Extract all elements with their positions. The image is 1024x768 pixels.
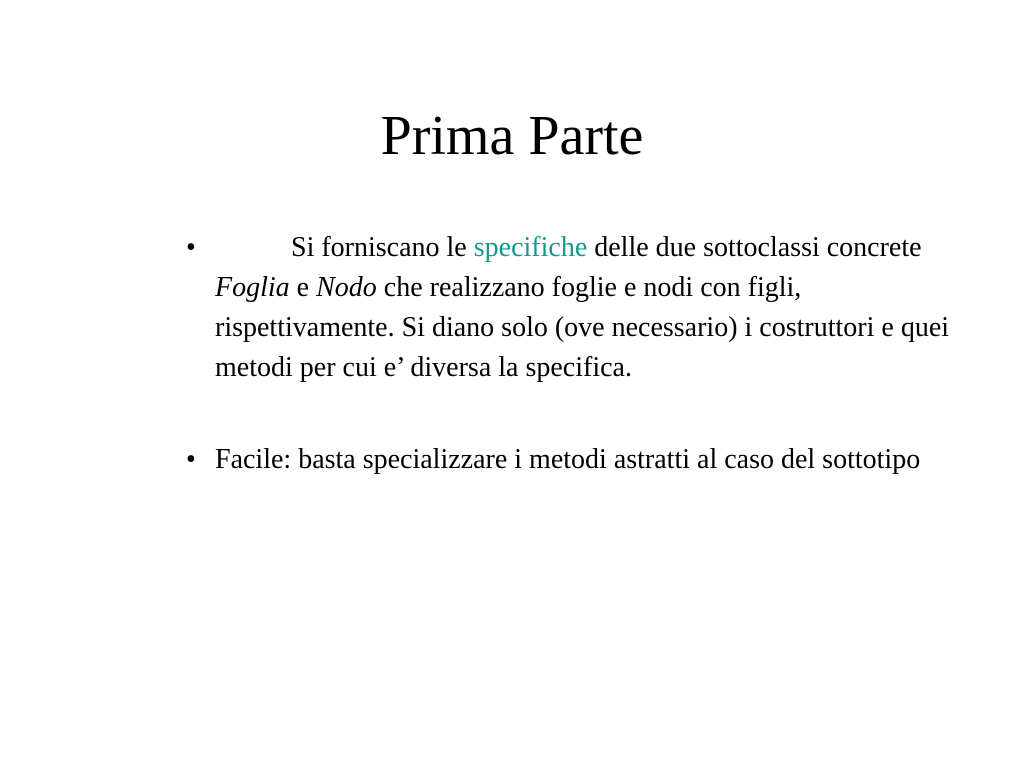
bullet-text: che realizzano foglie e nodi con figli, rispettivamente. Si diano solo (ove necessario) i costruttori e quei metodi per cui e’ diversa la specifica. bbox=[215, 272, 950, 383]
italic-term-foglia: Foglia bbox=[215, 272, 290, 303]
bullet-item-specifiche bbox=[186, 228, 956, 388]
slide-title: Prima Parte bbox=[380, 105, 644, 167]
italic-term-nodo: Nodo bbox=[316, 272, 377, 303]
highlighted-term: specifiche bbox=[473, 232, 588, 263]
bullet-dot-icon: • bbox=[186, 232, 196, 263]
bullet-text: delle due sottoclassi concrete bbox=[594, 232, 922, 263]
bullet-text: Si forniscano le bbox=[291, 232, 467, 263]
bullet-list bbox=[186, 228, 956, 480]
bullet-item-facile bbox=[186, 440, 956, 480]
bullet-text: Facile: basta specializzare i metodi astratti al caso del sottotipo bbox=[215, 444, 921, 475]
bullet-dot-icon: • bbox=[186, 444, 196, 475]
bullet-text: e bbox=[296, 272, 310, 303]
